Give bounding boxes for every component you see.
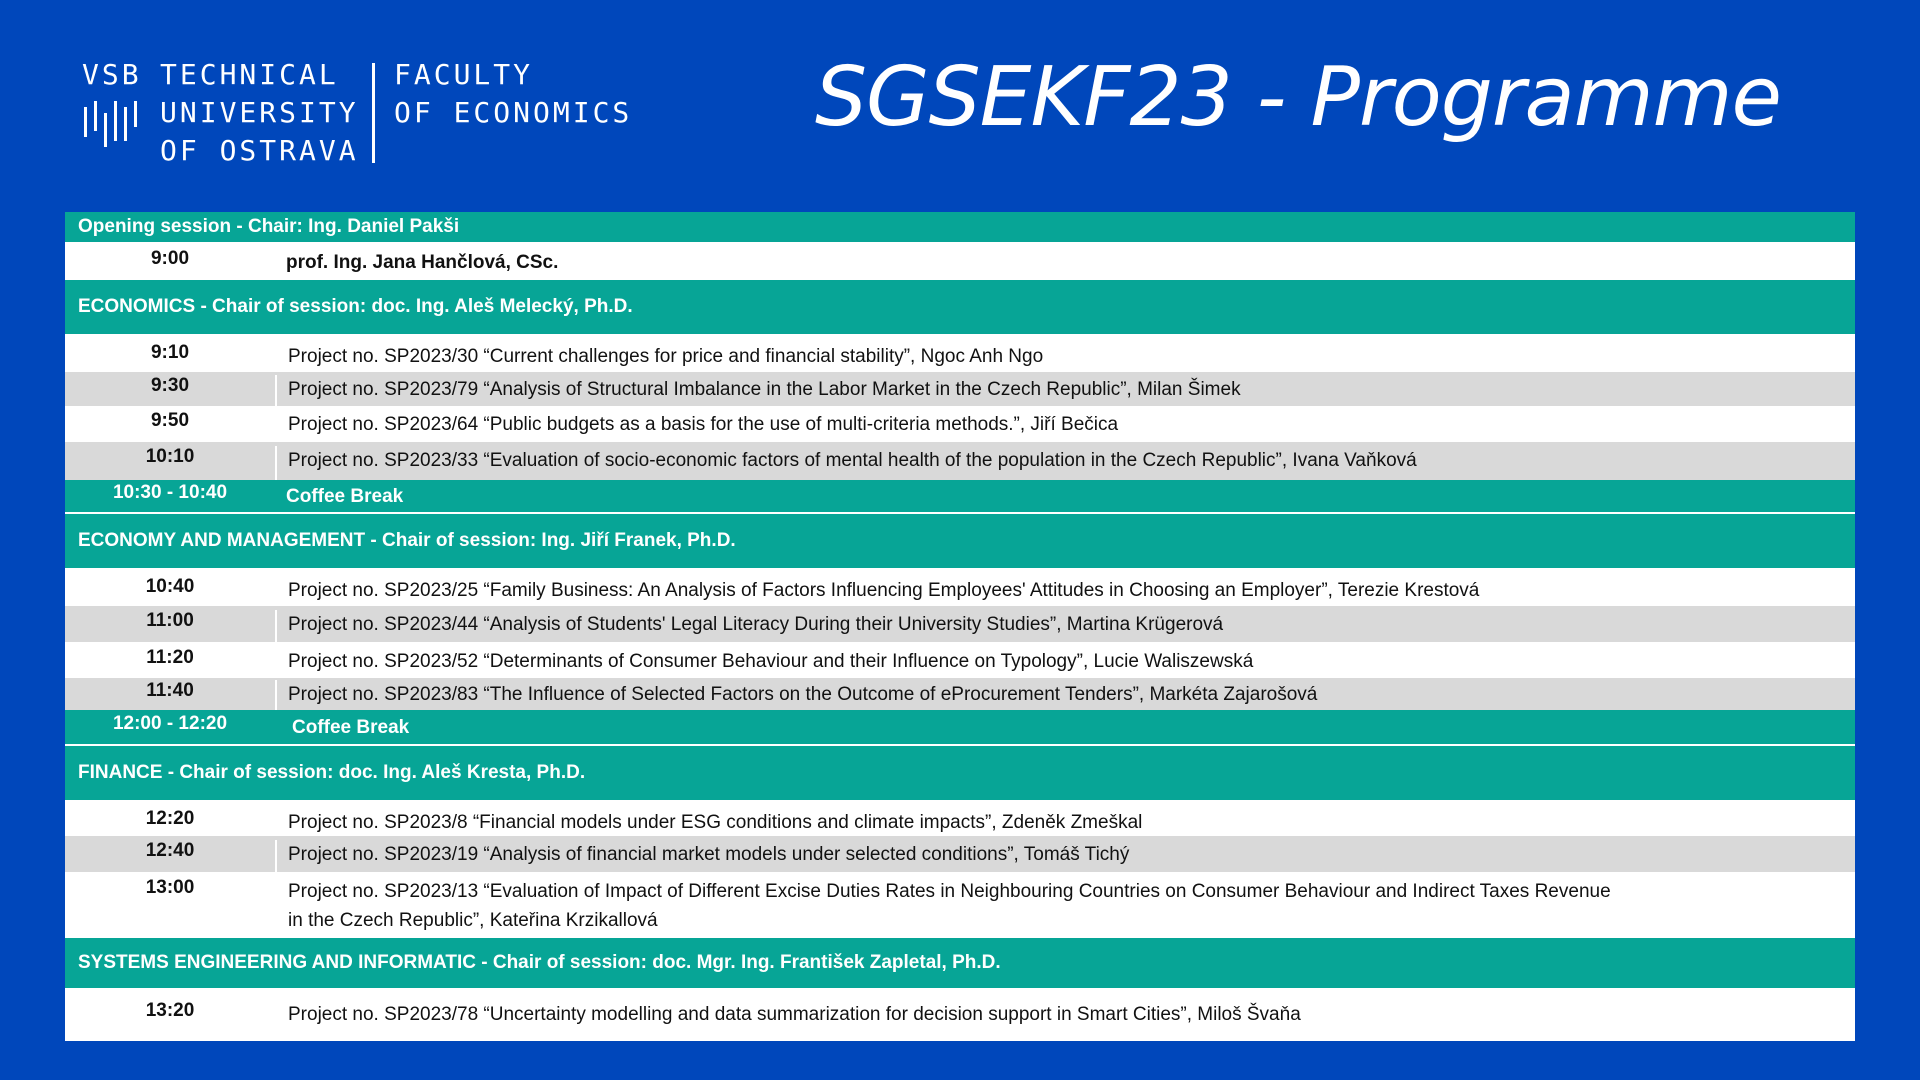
- programme-row: [65, 988, 1855, 1041]
- programme-row: [65, 568, 1855, 606]
- row-description: Project no. SP2023/19 “Analysis of financial market models under selected conditions”, Tomáš Tichý: [288, 844, 1130, 865]
- row-time: 12:20: [145, 808, 195, 829]
- programme-row: [65, 642, 1855, 678]
- row-description: Project no. SP2023/83 “The Influence of Selected Factors on the Outcome of eProcurement Tenders”, Markéta Zajarošová: [288, 684, 1318, 705]
- session-header: [65, 514, 1855, 568]
- row-description: Project no. SP2023/64 “Public budgets as a basis for the use of multi-criteria methods.”, Jiří Bečica: [288, 414, 1119, 435]
- row-time: 13:00: [145, 877, 195, 898]
- row-description-line: in the Czech Republic”, Kateřina Krzikallová: [288, 910, 658, 931]
- break-time: 10:30 - 10:40: [112, 482, 228, 503]
- session-header-label: SYSTEMS ENGINEERING AND INFORMATIC - Chair of session: doc. Mgr. Ing. František Zapletal, Ph.D.: [78, 952, 1001, 973]
- programme-row: [65, 606, 1855, 642]
- row-description: Project no. SP2023/52 “Determinants of Consumer Behaviour and their Influence on Typology”, Lucie Waliszewská: [288, 651, 1254, 672]
- session-header-label: Opening session - Chair: Ing. Daniel Pakši: [78, 216, 460, 237]
- break-time: 12:00 - 12:20: [112, 713, 228, 734]
- row-time: 9:30: [150, 375, 190, 396]
- logo-faculty-line: OF ECONOMICS: [394, 96, 633, 129]
- session-header-label: ECONOMICS - Chair of session: doc. Ing. Aleš Melecký, Ph.D.: [78, 296, 633, 317]
- row-time: 10:40: [145, 576, 195, 597]
- session-header: [65, 212, 1855, 242]
- row-description: prof. Ing. Jana Hančlová, CSc.: [286, 252, 559, 273]
- row-time: 13:20: [145, 1000, 195, 1021]
- session-header: [65, 938, 1855, 988]
- row-time: 9:00: [150, 248, 190, 269]
- logo-brand: VSB: [82, 58, 142, 91]
- row-description: Project no. SP2023/78 “Uncertainty modelling and data summarization for decision support in Smart Cities”, Miloš Švaňa: [288, 1004, 1301, 1025]
- row-description: Project no. SP2023/33 “Evaluation of socio-economic factors of mental health of the population in the Czech Republic”, Ivana Vaňková: [288, 450, 1417, 471]
- logo-faculty-line: FACULTY: [394, 58, 534, 91]
- logo-university-line: TECHNICAL: [160, 58, 339, 91]
- break-label: Coffee Break: [292, 717, 410, 738]
- programme-row: [65, 836, 1855, 872]
- row-time: 9:10: [150, 342, 190, 363]
- programme-row: [65, 242, 1855, 280]
- logo-university-line: UNIVERSITY: [160, 96, 359, 129]
- programme-row: [65, 678, 1855, 710]
- row-description: Project no. SP2023/30 “Current challenges for price and financial stability”, Ngoc Anh Ngo: [288, 346, 1044, 367]
- programme-row: [65, 372, 1855, 406]
- row-time: 10:10: [145, 446, 195, 467]
- session-header-label: FINANCE - Chair of session: doc. Ing. Aleš Kresta, Ph.D.: [78, 762, 586, 783]
- row-description: Project no. SP2023/8 “Financial models under ESG conditions and climate impacts”, Zdeněk Zmeškal: [288, 812, 1143, 833]
- programme-row: [65, 406, 1855, 442]
- programme-table: [65, 212, 1855, 1041]
- row-description: Project no. SP2023/25 “Family Business: An Analysis of Factors Influencing Employees' Attitudes in Choosing an Employer”, Terezie Krestová: [288, 580, 1480, 601]
- row-description-line: Project no. SP2023/13 “Evaluation of Impact of Different Excise Duties Rates in Neighbouring Countries on Consumer Behaviour and Indirect Taxes Revenue: [288, 881, 1611, 902]
- row-description: Project no. SP2023/79 “Analysis of Structural Imbalance in the Labor Market in the Czech Republic”, Milan Šimek: [288, 379, 1241, 400]
- row-time: 11:00: [146, 610, 194, 631]
- coffee-break-row: [65, 480, 1855, 512]
- programme-row: [65, 442, 1855, 480]
- coffee-break-row: [65, 710, 1855, 744]
- session-header: [65, 280, 1855, 334]
- logo-faculty-name: [394, 56, 632, 132]
- logo-divider: [372, 63, 375, 163]
- row-description: [277, 877, 1611, 935]
- session-header-label: ECONOMY AND MANAGEMENT - Chair of session: Ing. Jiří Franek, Ph.D.: [78, 530, 736, 551]
- row-description: Project no. SP2023/44 “Analysis of Students' Legal Literacy During their University Studies”, Martina Krügerová: [288, 614, 1224, 635]
- page-title: SGSEKF23 - Programme: [815, 50, 1782, 145]
- session-header: [65, 746, 1855, 800]
- break-label: Coffee Break: [286, 486, 404, 507]
- programme-row: [65, 872, 1855, 938]
- logo-mark-icon: [82, 101, 142, 161]
- row-time: 12:40: [145, 840, 195, 861]
- logo-university-name: [160, 56, 359, 170]
- row-time: 11:40: [146, 680, 194, 701]
- row-time: 11:20: [146, 647, 194, 668]
- programme-row: [65, 800, 1855, 836]
- programme-row: [65, 334, 1855, 372]
- row-time: 9:50: [150, 410, 190, 431]
- logo-university-line: OF OSTRAVA: [160, 134, 359, 167]
